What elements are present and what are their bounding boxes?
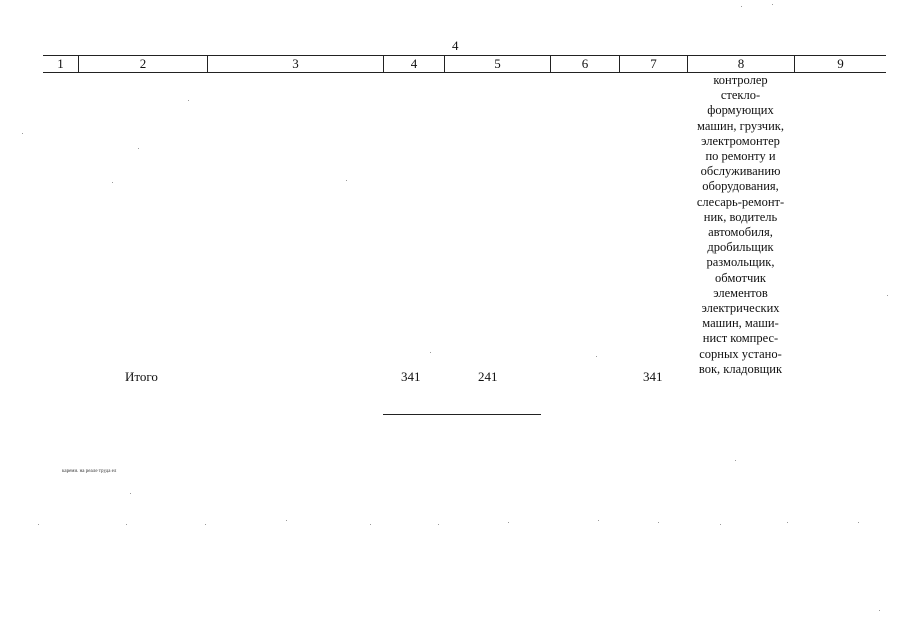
column-8-line: контролер bbox=[713, 73, 768, 87]
footnote-separator bbox=[383, 414, 541, 415]
header-col-7: 7 bbox=[619, 56, 687, 72]
scan-speck bbox=[658, 522, 659, 523]
scan-speck bbox=[772, 4, 773, 5]
scan-speck bbox=[430, 352, 431, 353]
column-8-line: стекло- bbox=[720, 88, 761, 103]
header-col-9: 9 bbox=[794, 56, 886, 72]
scan-speck bbox=[787, 522, 788, 523]
footnote-text: кареми. на реале труда ел bbox=[62, 469, 117, 474]
column-8-line: формующих bbox=[707, 103, 774, 118]
column-8-line: элементов bbox=[713, 285, 768, 300]
column-8-line: обслуживанию bbox=[700, 164, 781, 179]
total-col-4: 341 bbox=[401, 369, 421, 384]
scan-speck bbox=[138, 148, 139, 149]
scan-speck bbox=[741, 6, 742, 7]
column-8-line: ник, водитель bbox=[703, 209, 778, 224]
total-label: Итого bbox=[125, 369, 158, 384]
header-col-5: 5 bbox=[444, 56, 550, 72]
scan-speck bbox=[188, 100, 189, 101]
scan-speck bbox=[126, 524, 127, 525]
column-8-cell-text bbox=[687, 73, 794, 377]
column-8-line: машин, маши- bbox=[702, 316, 779, 331]
column-8-line: нист компрес- bbox=[702, 331, 779, 346]
total-col-7: 341 bbox=[643, 369, 663, 384]
header-col-6: 6 bbox=[550, 56, 619, 72]
scan-speck bbox=[112, 182, 113, 183]
scan-speck bbox=[720, 524, 721, 525]
scan-speck bbox=[735, 460, 736, 461]
scan-speck bbox=[38, 524, 39, 525]
column-8-line: дробильщик bbox=[707, 240, 774, 255]
column-8-line: электрических bbox=[701, 301, 780, 316]
table-header-row bbox=[43, 55, 886, 73]
scan-speck bbox=[438, 524, 439, 525]
scan-speck bbox=[130, 493, 131, 494]
column-8-line: вок, кладовщик bbox=[698, 361, 783, 376]
scan-speck bbox=[370, 524, 371, 525]
scan-speck bbox=[22, 133, 23, 134]
column-8-line: оборудования, bbox=[702, 179, 779, 194]
header-col-3: 3 bbox=[207, 56, 383, 72]
total-col-5: 241 bbox=[478, 369, 498, 384]
column-8-line: автомобиля, bbox=[708, 225, 773, 240]
scan-speck bbox=[879, 610, 880, 611]
column-8-line: сорных устано- bbox=[699, 346, 782, 361]
scan-speck bbox=[508, 522, 509, 523]
scan-speck bbox=[887, 295, 888, 296]
header-col-4: 4 bbox=[383, 56, 444, 72]
scan-speck bbox=[598, 520, 599, 521]
column-8-line: машин, грузчик, bbox=[697, 118, 784, 133]
column-8-line: обмотчик bbox=[715, 270, 766, 285]
column-8-line: по ремонту и bbox=[705, 149, 776, 164]
column-8-line: слесарь-ремонт- bbox=[696, 194, 785, 209]
scan-speck bbox=[205, 524, 206, 525]
page-number: 4 bbox=[452, 38, 459, 53]
header-col-8: 8 bbox=[687, 56, 794, 72]
scan-speck bbox=[286, 520, 287, 521]
scan-speck bbox=[858, 522, 859, 523]
scan-speck bbox=[346, 180, 347, 181]
header-col-1: 1 bbox=[57, 56, 64, 71]
scan-speck bbox=[596, 356, 597, 357]
column-8-line: размольщик, bbox=[706, 255, 775, 270]
header-col-2: 2 bbox=[78, 56, 207, 72]
column-8-line: электромонтер bbox=[701, 133, 780, 148]
